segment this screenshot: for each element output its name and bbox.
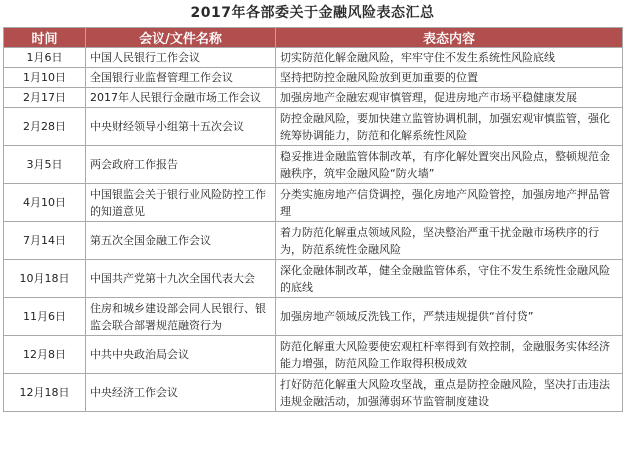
row-content: 坚持把防控金融风险放到更加重要的位置 [276,68,623,88]
row-meeting: 全国银行业监督管理工作会议 [86,68,276,88]
risk-statement-table [3,27,623,412]
row-content: 防控金融风险，要加快建立监管协调机制，加强宏观审慎监管，强化统筹协调能力，防范和化解系统性风险 [276,108,623,146]
header-content: 表态内容 [276,28,623,48]
row-date: 2月17日 [4,88,86,108]
table-title: 2017年各部委关于金融风险表态汇总 [190,5,435,21]
table-row [4,88,623,108]
table-row [4,108,623,146]
table-row [4,68,623,88]
row-content: 着力防范化解重点领域风险，坚决整治严重干扰金融市场秩序的行为，防范系统性金融风险 [276,222,623,260]
row-date: 11月6日 [4,298,86,336]
table-row [4,222,623,260]
row-date: 12月18日 [4,374,86,412]
header-date: 时间 [4,28,86,48]
row-meeting: 中国银监会关于银行业风险防控工作的知道意见 [86,184,276,222]
row-date: 1月10日 [4,68,86,88]
row-date: 1月6日 [4,48,86,68]
row-date: 2月28日 [4,108,86,146]
row-content: 切实防范化解金融风险，牢牢守住不发生系统性风险底线 [276,48,623,68]
row-meeting: 中央经济工作会议 [86,374,276,412]
row-meeting: 中共中央政治局会议 [86,336,276,374]
table-row [4,374,623,412]
table-row [4,48,623,68]
row-meeting: 中国人民银行工作会议 [86,48,276,68]
table-header-row [4,28,623,48]
row-meeting: 两会政府工作报告 [86,146,276,184]
table-row [4,184,623,222]
row-meeting: 第五次全国金融工作会议 [86,222,276,260]
row-content: 分类实施房地产信贷调控，强化房地产风险管控，加强房地产押品管理 [276,184,623,222]
table-row [4,298,623,336]
row-date: 3月5日 [4,146,86,184]
row-date: 7月14日 [4,222,86,260]
row-meeting: 中央财经领导小组第十五次会议 [86,108,276,146]
row-date: 12月8日 [4,336,86,374]
table-row [4,336,623,374]
row-meeting: 2017年人民银行金融市场工作会议 [86,88,276,108]
row-meeting: 住房和城乡建设部会同人民银行、银监会联合部署规范融资行为 [86,298,276,336]
row-date: 4月10日 [4,184,86,222]
row-content: 防范化解重大风险要使宏观杠杆率得到有效控制，金融服务实体经济能力增强，防范风险工作取得积极成效 [276,336,623,374]
row-content: 打好防范化解重大风险攻坚战，重点是防控金融风险，坚决打击违法违规金融活动，加强薄弱环节监管制度建设 [276,374,623,412]
table-row [4,260,623,298]
table-row [4,146,623,184]
header-meeting: 会议/文件名称 [86,28,276,48]
row-content: 深化金融体制改革，健全金融监管体系，守住不发生系统性金融风险的底线 [276,260,623,298]
row-meeting: 中国共产党第十九次全国代表大会 [86,260,276,298]
row-content: 加强房地产领域反洗钱工作，严禁违规提供“首付贷” [276,298,623,336]
row-content: 加强房地产金融宏观审慎管理，促进房地产市场平稳健康发展 [276,88,623,108]
row-content: 稳妥推进金融监管体制改革，有序化解处置突出风险点，整顿规范金融秩序，筑牢金融风险“防火墙” [276,146,623,184]
row-date: 10月18日 [4,260,86,298]
